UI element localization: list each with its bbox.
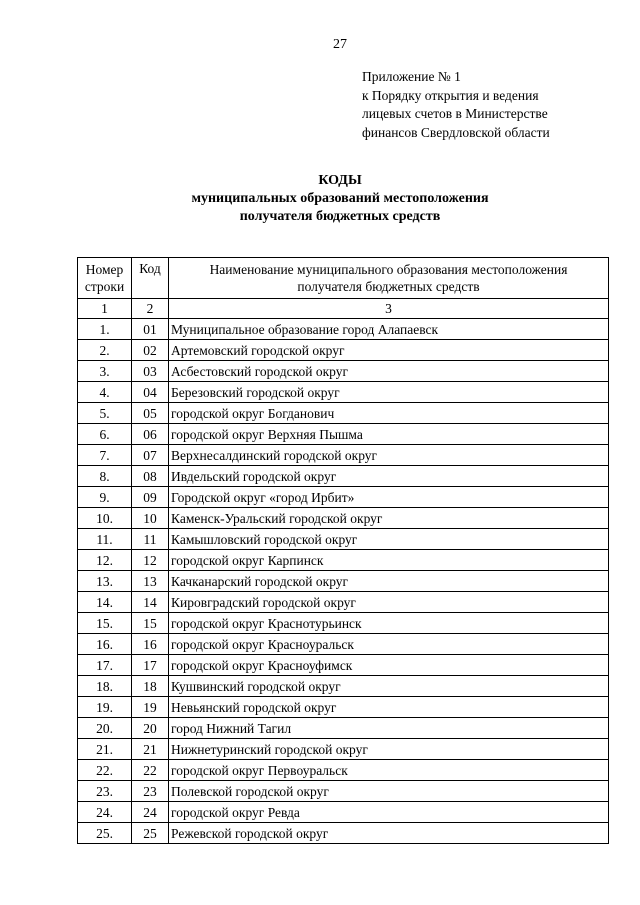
table-row bbox=[78, 445, 609, 466]
row-number-cell: 23. bbox=[78, 781, 132, 802]
appendix-line: лицевых счетов в Министерстве bbox=[362, 106, 548, 121]
name-cell: Березовский городской округ bbox=[169, 382, 609, 403]
name-cell: Камышловский городской округ bbox=[169, 529, 609, 550]
name-cell: городской округ Верхняя Пышма bbox=[169, 424, 609, 445]
header-text: Номер bbox=[85, 262, 124, 277]
code-cell: 17 bbox=[132, 655, 169, 676]
header-code bbox=[132, 258, 169, 299]
header-name bbox=[169, 258, 609, 299]
code-cell: 23 bbox=[132, 781, 169, 802]
row-number-cell: 2. bbox=[78, 340, 132, 361]
row-number-cell: 19. bbox=[78, 697, 132, 718]
code-cell: 09 bbox=[132, 487, 169, 508]
table-row bbox=[78, 340, 609, 361]
appendix-note bbox=[362, 68, 550, 142]
index-cell: 3 bbox=[169, 299, 609, 319]
row-number-cell: 10. bbox=[78, 508, 132, 529]
name-cell: Асбестовский городской округ bbox=[169, 361, 609, 382]
index-cell: 2 bbox=[132, 299, 169, 319]
row-number-cell: 14. bbox=[78, 592, 132, 613]
table-row bbox=[78, 403, 609, 424]
code-cell: 16 bbox=[132, 634, 169, 655]
row-number-cell: 1. bbox=[78, 319, 132, 340]
table-row bbox=[78, 613, 609, 634]
code-cell: 06 bbox=[132, 424, 169, 445]
row-number-cell: 25. bbox=[78, 823, 132, 844]
row-number-cell: 21. bbox=[78, 739, 132, 760]
name-cell: Кировградский городской округ bbox=[169, 592, 609, 613]
name-cell: Городской округ «город Ирбит» bbox=[169, 487, 609, 508]
row-number-cell: 16. bbox=[78, 634, 132, 655]
document-title bbox=[0, 172, 640, 226]
table-row bbox=[78, 634, 609, 655]
code-cell: 20 bbox=[132, 718, 169, 739]
code-cell: 14 bbox=[132, 592, 169, 613]
row-number-cell: 11. bbox=[78, 529, 132, 550]
name-cell: Режевской городской округ bbox=[169, 823, 609, 844]
table-row bbox=[78, 361, 609, 382]
title-line: КОДЫ bbox=[318, 173, 362, 188]
row-number-cell: 22. bbox=[78, 760, 132, 781]
table-row bbox=[78, 592, 609, 613]
name-cell: Артемовский городской округ bbox=[169, 340, 609, 361]
table-row bbox=[78, 508, 609, 529]
row-number-cell: 7. bbox=[78, 445, 132, 466]
table-row bbox=[78, 760, 609, 781]
row-number-cell: 13. bbox=[78, 571, 132, 592]
code-cell: 13 bbox=[132, 571, 169, 592]
codes-table bbox=[77, 257, 609, 844]
name-cell: городской округ Первоуральск bbox=[169, 760, 609, 781]
header-text: Наименование муниципального образования местоположения bbox=[209, 262, 568, 277]
appendix-line: к Порядку открытия и ведения bbox=[362, 87, 539, 103]
name-cell: Невьянский городской округ bbox=[169, 697, 609, 718]
row-number-cell: 12. bbox=[78, 550, 132, 571]
table-row bbox=[78, 550, 609, 571]
code-cell: 19 bbox=[132, 697, 169, 718]
title-line: получателя бюджетных средств bbox=[239, 209, 441, 224]
name-cell: Верхнесалдинский городской округ bbox=[169, 445, 609, 466]
table-row bbox=[78, 382, 609, 403]
table-row bbox=[78, 487, 609, 508]
code-cell: 18 bbox=[132, 676, 169, 697]
index-cell: 1 bbox=[78, 299, 132, 319]
row-number-cell: 20. bbox=[78, 718, 132, 739]
name-cell: Полевской городской округ bbox=[169, 781, 609, 802]
table-row bbox=[78, 424, 609, 445]
table-row bbox=[78, 571, 609, 592]
table-index-row bbox=[78, 299, 609, 319]
table-row bbox=[78, 676, 609, 697]
table-row bbox=[78, 319, 609, 340]
code-cell: 08 bbox=[132, 466, 169, 487]
code-cell: 25 bbox=[132, 823, 169, 844]
table-row bbox=[78, 529, 609, 550]
row-number-cell: 24. bbox=[78, 802, 132, 823]
name-cell: город Нижний Тагил bbox=[169, 718, 609, 739]
code-cell: 07 bbox=[132, 445, 169, 466]
row-number-cell: 8. bbox=[78, 466, 132, 487]
table-row bbox=[78, 781, 609, 802]
code-cell: 03 bbox=[132, 361, 169, 382]
code-cell: 01 bbox=[132, 319, 169, 340]
row-number-cell: 4. bbox=[78, 382, 132, 403]
name-cell: городской округ Краснотурьинск bbox=[169, 613, 609, 634]
row-number-cell: 3. bbox=[78, 361, 132, 382]
code-cell: 05 bbox=[132, 403, 169, 424]
row-number-cell: 9. bbox=[78, 487, 132, 508]
table-row bbox=[78, 739, 609, 760]
header-row-number bbox=[78, 258, 132, 299]
name-cell: городской округ Карпинск bbox=[169, 550, 609, 571]
table-row bbox=[78, 697, 609, 718]
name-cell: городской округ Богданович bbox=[169, 403, 609, 424]
header-text: строки bbox=[84, 279, 125, 294]
row-number-cell: 6. bbox=[78, 424, 132, 445]
table-row bbox=[78, 466, 609, 487]
appendix-line: Приложение № 1 bbox=[362, 69, 461, 84]
name-cell: городской округ Красноуфимск bbox=[169, 655, 609, 676]
code-cell: 12 bbox=[132, 550, 169, 571]
name-cell: Качканарский городской округ bbox=[169, 571, 609, 592]
name-cell: Каменск-Уральский городской округ bbox=[169, 508, 609, 529]
code-cell: 04 bbox=[132, 382, 169, 403]
name-cell: городской округ Ревда bbox=[169, 802, 609, 823]
title-line: муниципальных образований местоположения bbox=[191, 191, 489, 206]
table-header-row bbox=[78, 258, 609, 299]
page-number: 27 bbox=[333, 37, 347, 52]
code-cell: 22 bbox=[132, 760, 169, 781]
code-cell: 21 bbox=[132, 739, 169, 760]
code-cell: 10 bbox=[132, 508, 169, 529]
header-text: получателя бюджетных средств bbox=[297, 279, 480, 294]
code-cell: 15 bbox=[132, 613, 169, 634]
name-cell: Кушвинский городской округ bbox=[169, 676, 609, 697]
table-row bbox=[78, 718, 609, 739]
code-cell: 24 bbox=[132, 802, 169, 823]
row-number-cell: 17. bbox=[78, 655, 132, 676]
name-cell: городской округ Красноуральск bbox=[169, 634, 609, 655]
table-row bbox=[78, 823, 609, 844]
name-cell: Ивдельский городской округ bbox=[169, 466, 609, 487]
row-number-cell: 18. bbox=[78, 676, 132, 697]
row-number-cell: 5. bbox=[78, 403, 132, 424]
name-cell: Муниципальное образование город Алапаевск bbox=[169, 319, 609, 340]
header-text: Код bbox=[139, 261, 161, 276]
table-row bbox=[78, 802, 609, 823]
code-cell: 02 bbox=[132, 340, 169, 361]
code-cell: 11 bbox=[132, 529, 169, 550]
table-row bbox=[78, 655, 609, 676]
appendix-line: финансов Свердловской области bbox=[362, 124, 550, 140]
row-number-cell: 15. bbox=[78, 613, 132, 634]
name-cell: Нижнетуринский городской округ bbox=[169, 739, 609, 760]
